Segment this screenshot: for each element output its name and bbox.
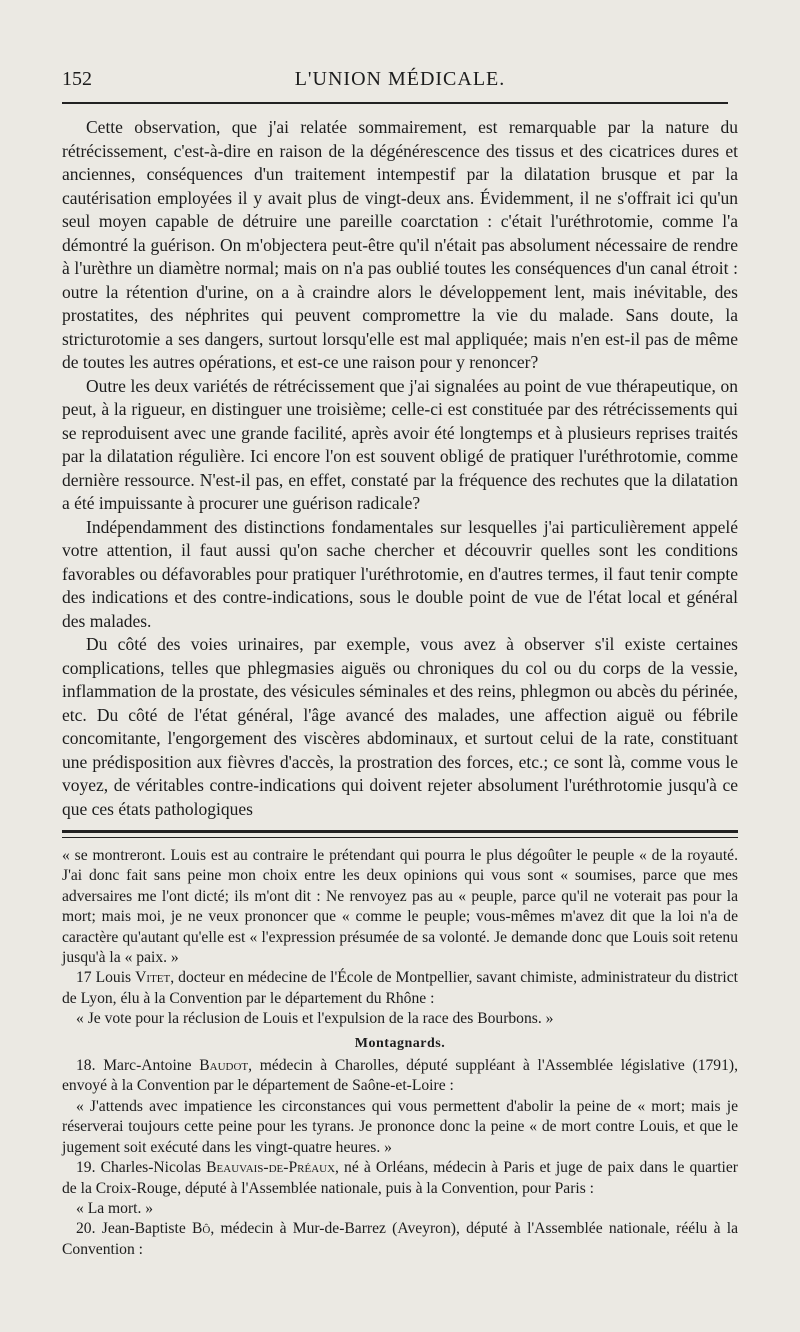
entry-first-name: Marc-Antoine <box>103 1057 192 1075</box>
entry-17-quote: « Je vote pour la réclusion de Louis et l'expulsion de la race des Bourbons. » <box>76 1010 554 1028</box>
entry-19 <box>62 1158 738 1199</box>
entry-text: , médecin à Mur-de-Barrez (Aveyron), député à l'Assemblée nationale, réélu à la Convention : <box>62 1220 738 1258</box>
entry-surname: Bô <box>192 1220 211 1238</box>
continuation-quote: « se montreront. Louis est au contraire le prétendant qui pourra le plus dégoûter le peuple « de la royauté. J'ai donc fait sans peine mon choix entre les deux opinions qui vous sont « soumises, parce que mes adversaires me l'ont dicté; ils m'ont dit : Ne renvoyez pas au « peuple, parce qu'il ne voterait pas pour la mort; mais moi, je ne veux prononcer que « comme le peuple; vous-mêmes m'avez dit que la loi n'a de caractère qu'autant qu'elle est « l'expression présumée de sa volonté. Je demande donc que Louis soit retenu jusqu'à la « paix. » <box>62 847 738 967</box>
entry-first-name: Louis <box>95 969 132 987</box>
paragraph: Du côté des voies urinaires, par exemple, vous avez à observer s'il existe certaines complications, telles que phlegmasies aiguës ou chroniques du col ou du corps de la vessie, inflammation de la prostate, des vésicules séminales et des reins, phlegmon ou abcès du périnée, etc. Du côté de l'état général, l'âge avancé des malades, une affection aiguë ou fébrile concomitante, l'engorgement des viscères abdominaux, et surtout celui de la rate, constituant une prédisposition aux fièvres d'accès, la prostration des forces, etc.; ce sont là, comme vous le voyez, de véritables contre-indications qui doivent rejeter absolument l'uréthrotomie jusqu'à ce que ces états pathologiques <box>62 634 738 819</box>
entry-number: 17 <box>76 969 92 987</box>
page-number: 152 <box>62 68 92 90</box>
entry-first-name: Charles-Nicolas <box>100 1159 202 1177</box>
header-rule <box>62 102 728 104</box>
entry-number: 19. <box>76 1159 96 1177</box>
entry-18-quote: « J'attends avec impatience les circonstances qui vous permettent d'abolir la peine de « mort; mais je réserverai toujours cette peine pour les tyrans. Je prononce donc la peine « de mort contre Louis, et que le jugement soit exécuté dans les vingt-quatre heures. » <box>62 1097 738 1156</box>
entry-surname: Baudot <box>199 1057 249 1075</box>
paragraph: Outre les deux variétés de rétrécissement que j'ai signalées au point de vue thérapeutique, on peut, à la rigueur, en distinguer une troisième; celle-ci est constituée par des rétrécissements qui se reproduisent avec une grande facilité, après avoir été longtemps et à plusieurs reprises traités par la dilatation régulière. Ici encore l'on est souvent obligé de pratiquer l'uréthrotomie, comme dernière ressource. N'est-il pas, en effet, constaté par la fréquence des rechutes que la dilatation a été impuissante à procurer une guérison radicale? <box>62 375 738 513</box>
entry-text: , docteur en médecine de l'École de Montpellier, savant chimiste, administrateur du district de Lyon, élu à la Convention par le département du Rhône : <box>62 969 738 1007</box>
journal-title: L'UNION MÉDICALE. <box>294 68 506 90</box>
main-text <box>62 116 738 821</box>
entry-19-quote: « La mort. » <box>76 1199 154 1217</box>
entry-text: , né à Orléans, médecin à Paris et juge de paix dans le quartier de la Croix-Rouge, député à l'Assemblée nationale, puis à la Convention, pour Paris : <box>62 1159 738 1197</box>
entry-20 <box>62 1219 738 1260</box>
notes-section <box>62 846 738 1260</box>
section-divider <box>62 830 738 838</box>
entry-number: 20. <box>76 1220 96 1238</box>
entry-surname: Beauvais-de-Préaux <box>206 1159 336 1177</box>
entry-18 <box>62 1056 738 1097</box>
page-header <box>62 68 738 91</box>
entry-first-name: Jean-Baptiste <box>101 1220 186 1238</box>
paragraph: Cette observation, que j'ai relatée sommairement, est remarquable par la nature du rétrécissement, c'est-à-dire en raison de la dégénérescence des tissus et des cicatrices dures et anciennes, conséquences d'un traitement intempestif par la dilatation brusque et par la cautérisation employées il y avait plus de vingt-deux ans. Évidemment, il ne s'offrait ici qu'un seul moyen capable de détruire une pareille coarctation : c'était l'uréthrotomie, comme l'a démontré la guérison. On m'objectera peut-être qu'il n'était pas absolument nécessaire de rendre à l'urèthre un diamètre normal; mais on n'a pas oublié toutes les conséquences d'un canal étroit : outre la rétention d'urine, on a à craindre alors le développement lent, mais inévitable, des prostatites, des néphrites qui peuvent compromettre la vie du malade. Sans doute, la stricturotomie a ses dangers, surtout lorsqu'elle est mal appliquée; mais n'en est-il pas de même de toutes les autres opérations, et est-ce une raison pour y renoncer? <box>62 117 738 372</box>
entry-number: 18. <box>76 1057 96 1075</box>
entry-surname: Vitet <box>135 969 171 987</box>
group-heading: Montagnards. <box>354 1035 446 1051</box>
entry-17 <box>62 968 738 1009</box>
paragraph: Indépendamment des distinctions fondamentales sur lesquelles j'ai particulièrement appelé votre attention, il faut aussi qu'on sache chercher et découvrir quelles sont les conditions favorables ou défavorables pour pratiquer l'uréthrotomie, en d'autres termes, il faut tenir compte des indications et des contre-indications, sous le double point de vue de l'état local et général des malades. <box>62 516 738 631</box>
entry-text: , médecin à Charolles, député suppléant à l'Assemblée législative (1791), envoyé à la Convention par le département de Saône-et-Loire : <box>62 1057 738 1095</box>
